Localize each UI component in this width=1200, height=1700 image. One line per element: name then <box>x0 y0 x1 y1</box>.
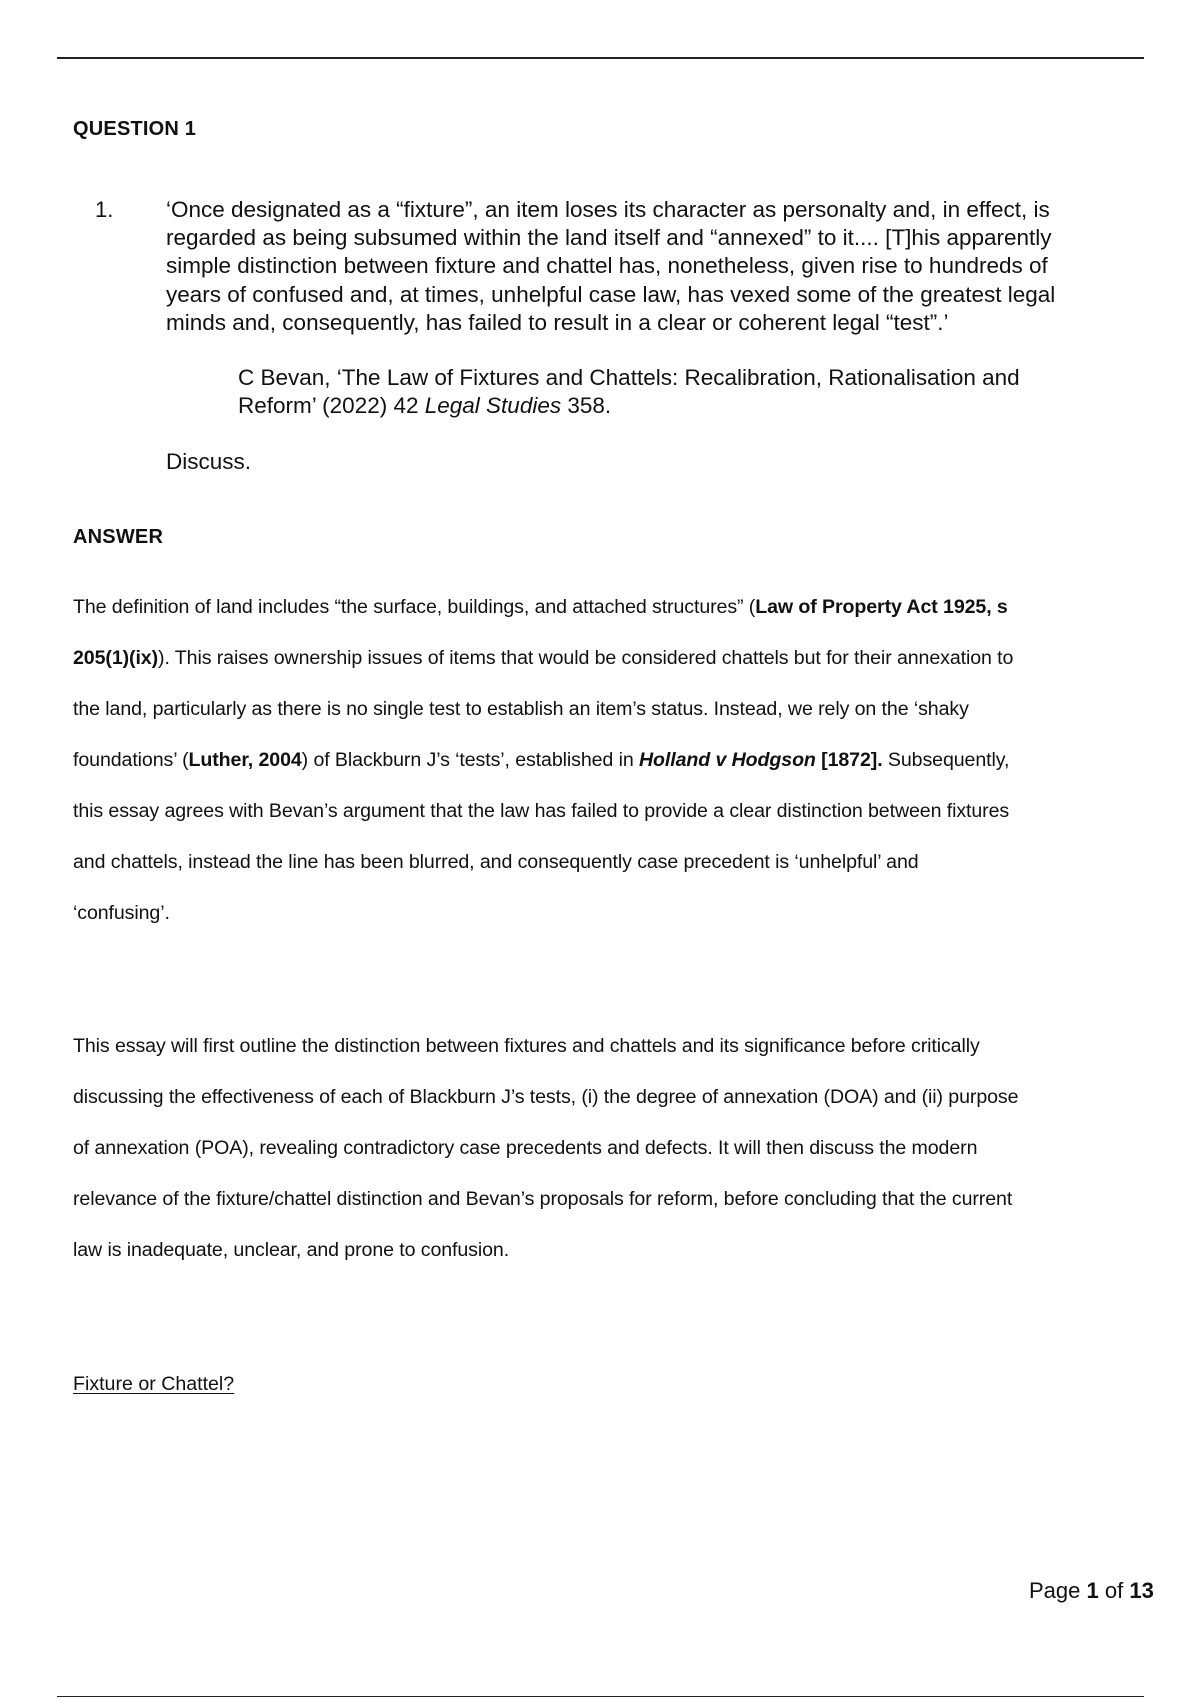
citation-text: Reform’ (2022) 42 <box>238 393 425 419</box>
citation-line: C Bevan, ‘The Law of Fixtures and Chattels: Recalibration, Rationalisation and <box>238 365 1020 390</box>
footer-rule <box>57 1696 1144 1697</box>
citation-text: 358. <box>561 393 612 419</box>
text-run: ) of Blackburn J’s ‘tests’, established in <box>301 749 639 771</box>
case-year: [1872]. <box>815 749 883 771</box>
page-of: of <box>1098 1578 1130 1603</box>
quote-line: years of confused and, at times, unhelpful case law, has vexed some of the greatest legal <box>166 281 1056 307</box>
paragraph-line: the land, particularly as there is no single test to establish an item’s status. Instead, we rely on the ‘shaky <box>73 698 969 720</box>
section-subheading: Fixture or Chattel? <box>73 1373 235 1395</box>
intro-paragraph <box>73 582 1163 939</box>
paragraph-line <box>73 582 1163 633</box>
question-quote <box>166 196 1141 337</box>
quote-citation <box>238 364 1138 420</box>
header-rule <box>57 57 1144 59</box>
page-total: 13 <box>1129 1578 1154 1603</box>
quote-line: regarded as being subsumed within the land itself and “annexed” to it.... [T]his apparently <box>166 225 1052 251</box>
text-run: The definition of land includes “the surface, buildings, and attached structures” ( <box>73 596 756 618</box>
paragraph-line: relevance of the fixture/chattel distinction and Bevan’s proposals for reform, before concluding that the current <box>73 1188 1013 1210</box>
question-number: 1. <box>95 197 114 222</box>
text-run: ). This raises ownership issues of items that would be considered chattels but for their annexation to <box>158 647 1014 669</box>
statute-reference: 205(1)(ix) <box>73 647 159 669</box>
paragraph-line: ‘confusing’. <box>73 902 170 924</box>
statute-reference: Law of Property Act 1925, s <box>755 596 1008 618</box>
paragraph-line: this essay agrees with Bevan’s argument that the law has failed to provide a clear distinction between fixtures <box>73 800 1010 822</box>
quote-line: ‘Once designated as a “fixture”, an item loses its character as personalty and, in effect, is <box>166 197 1050 222</box>
page-label: Page <box>1029 1578 1087 1603</box>
case-name: Holland v Hodgson <box>638 749 816 771</box>
paragraph-line: of annexation (POA), revealing contradictory case precedents and defects. It will then discuss the modern <box>73 1137 978 1159</box>
answer-heading: ANSWER <box>73 526 164 548</box>
paragraph-line <box>73 633 1163 684</box>
question-instruction: Discuss. <box>166 449 252 474</box>
quote-line: simple distinction between fixture and chattel has, nonetheless, given rise to hundreds of <box>166 253 1048 279</box>
page-number <box>1029 1578 1154 1604</box>
citation-journal: Legal Studies <box>424 393 562 419</box>
outline-paragraph <box>73 1021 1163 1276</box>
paragraph-line: discussing the effectiveness of each of Blackburn J’s tests, (i) the degree of annexation (DOA) and (ii) purpose <box>73 1086 1019 1108</box>
question-heading: QUESTION 1 <box>73 118 197 140</box>
paragraph-line: and chattels, instead the line has been blurred, and consequently case precedent is ‘unhelpful’ and <box>73 851 919 873</box>
page-current: 1 <box>1086 1578 1099 1603</box>
paragraph-line: law is inadequate, unclear, and prone to confusion. <box>73 1239 510 1261</box>
citation-line <box>238 392 1138 420</box>
quote-line: minds and, consequently, has failed to result in a clear or coherent legal “test”.’ <box>166 309 949 335</box>
text-run: Subsequently, <box>882 749 1010 771</box>
author-reference: Luther, 2004 <box>188 749 302 771</box>
text-run: foundations’ ( <box>73 749 189 771</box>
paragraph-line <box>73 735 1163 786</box>
paragraph-line: This essay will first outline the distinction between fixtures and chattels and its significance before critically <box>73 1035 980 1057</box>
